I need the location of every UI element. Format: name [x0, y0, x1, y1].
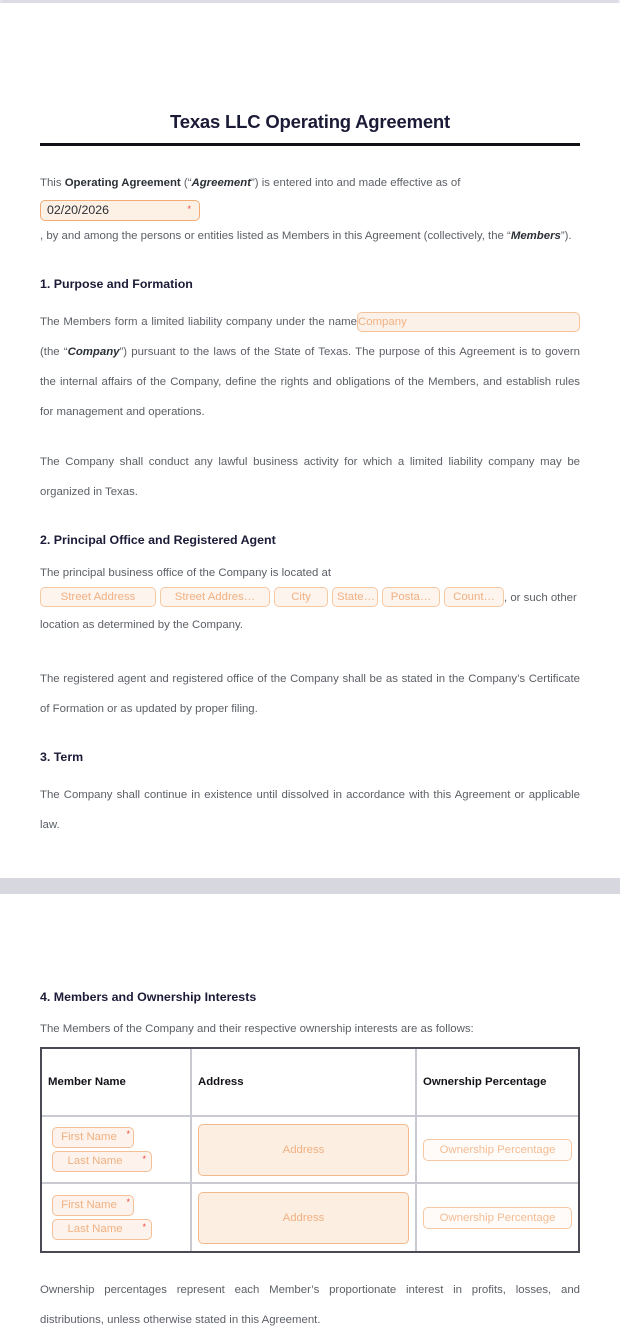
s1-term-company: Company	[67, 346, 120, 358]
table-row	[42, 1117, 578, 1184]
s1-text-b: (the “	[40, 346, 68, 358]
intro-term-agreement: Agreement	[191, 177, 252, 189]
section-4-heading: 4. Members and Ownership Interests	[40, 990, 257, 1004]
intro-text-h: ”).	[560, 230, 572, 242]
column-header-ownership-percentage: Ownership Percentage	[417, 1049, 578, 1117]
members-ownership-table	[40, 1047, 580, 1253]
first-name-input[interactable]	[52, 1127, 134, 1148]
member-ownership-cell	[417, 1117, 578, 1184]
intro-text-f: , by and among the persons or entities listed as Members in this Agreement (collectively, the “	[40, 230, 511, 242]
intro-paragraph	[40, 168, 580, 251]
required-asterisk-icon: *	[126, 1197, 130, 1208]
member-ownership-cell	[417, 1184, 578, 1251]
city-input[interactable]: City	[274, 587, 328, 607]
member-name-cell	[42, 1184, 192, 1251]
table-row	[42, 1184, 578, 1251]
ownership-percentage-input[interactable]: Ownership Percentage	[423, 1207, 572, 1229]
member-address-input[interactable]: Address	[198, 1124, 409, 1176]
effective-date-value: 02/20/2026	[47, 203, 110, 217]
ownership-percentage-input[interactable]: Ownership Percentage	[423, 1139, 572, 1161]
first-name-input[interactable]	[52, 1195, 134, 1216]
column-header-address: Address	[192, 1049, 417, 1117]
company-name-input[interactable]: Company	[357, 312, 580, 332]
first-name-placeholder: First Name	[61, 1199, 117, 1212]
page-separator	[0, 878, 620, 894]
intro-text-e: ”) is entered into and made effective as of	[251, 177, 461, 189]
column-header-member-name: Member Name	[42, 1049, 192, 1117]
page-title: Texas LLC Operating Agreement	[170, 111, 450, 132]
section-1-paragraph-1	[40, 307, 580, 427]
state-input[interactable]: State…	[332, 587, 378, 607]
section-3-heading: 3. Term	[40, 750, 84, 764]
member-address-cell	[192, 1184, 417, 1251]
section-3-paragraph-1: The Company shall continue in existence until dissolved in accordance with this Agreement or applicable law.	[40, 789, 580, 831]
section-1-heading: 1. Purpose and Formation	[40, 277, 193, 291]
section-2-paragraph-2: The registered agent and registered office of the Company shall be as stated in the Company’s Certificate of Formation or as updated by proper filing.	[40, 673, 580, 715]
postal-code-input[interactable]: Posta…	[382, 587, 440, 607]
required-asterisk-icon: *	[187, 204, 191, 214]
s1-text-d: ”) pursuant to the laws of the State of Texas. The purpose of this Agreement is to govern the internal affairs of the Company, define the rights and obligations of the Members, and establish rules for management and operations.	[40, 346, 580, 418]
member-name-cell	[42, 1117, 192, 1184]
last-name-input[interactable]	[52, 1151, 152, 1172]
section-2-lead: The principal business office of the Company is located at	[40, 567, 332, 579]
country-input[interactable]: Count…	[444, 587, 504, 607]
street-address-2-input[interactable]: Street Addres…	[160, 587, 270, 607]
intro-term-members: Members	[510, 230, 561, 242]
section-4-footer: Ownership percentages represent each Member’s proportionate interest in profits, losses, and distributions, unless otherwise stated in this Agreement.	[40, 1284, 580, 1327]
required-asterisk-icon: *	[142, 1154, 146, 1165]
first-name-placeholder: First Name	[61, 1131, 117, 1144]
last-name-input[interactable]	[52, 1219, 152, 1240]
table-header-row	[42, 1049, 578, 1117]
required-asterisk-icon: *	[142, 1222, 146, 1233]
s1-text-a: The Members form a limited liability company under the name	[40, 316, 357, 328]
section-4-intro: The Members of the Company and their respective ownership interests are as follows:	[40, 1023, 474, 1035]
effective-date-input[interactable]	[40, 200, 200, 221]
intro-term-operating-agreement: Operating Agreement	[64, 177, 181, 189]
document-page-2	[0, 894, 620, 1327]
address-field-row	[40, 584, 580, 638]
member-address-input[interactable]: Address	[198, 1192, 409, 1244]
street-address-1-input[interactable]: Street Address	[40, 587, 156, 607]
document-page-1	[0, 3, 620, 878]
section-1-paragraph-2: The Company shall conduct any lawful business activity for which a limited liability company may be organized in Texas.	[40, 456, 580, 498]
section-2-heading: 2. Principal Office and Registered Agent	[40, 533, 276, 547]
last-name-placeholder: Last Name	[67, 1155, 123, 1168]
section-2-tail-text: , or such other location as determined by the Company.	[40, 592, 577, 631]
intro-text-c: (“	[180, 177, 192, 189]
required-asterisk-icon: *	[126, 1129, 130, 1140]
last-name-placeholder: Last Name	[67, 1223, 123, 1236]
intro-text-a: This	[40, 177, 65, 189]
member-address-cell	[192, 1117, 417, 1184]
